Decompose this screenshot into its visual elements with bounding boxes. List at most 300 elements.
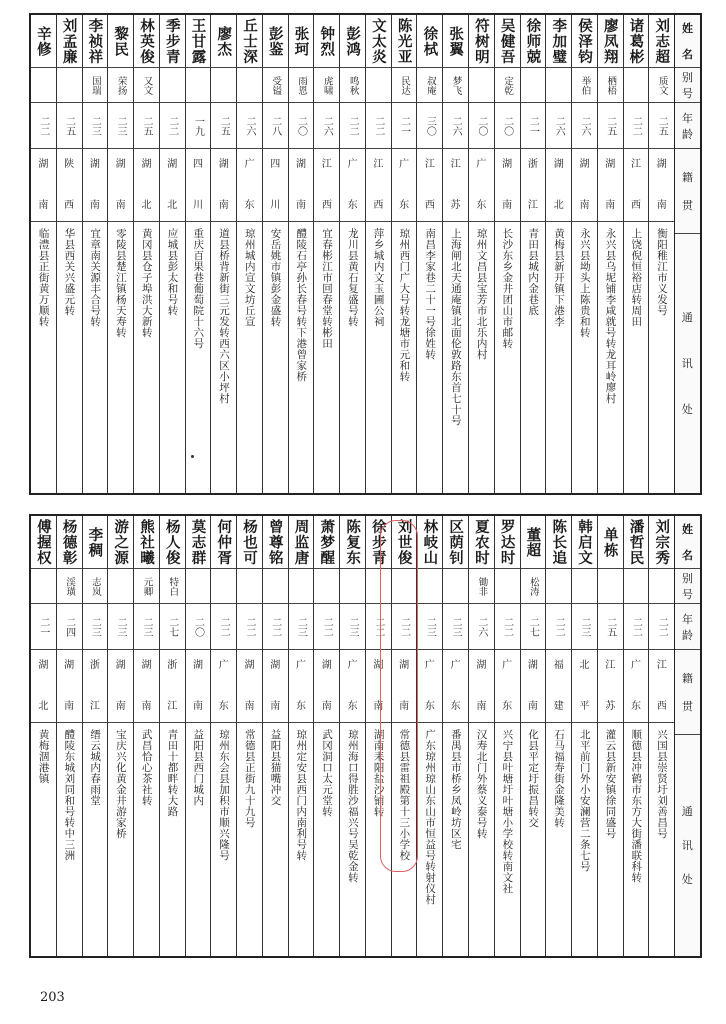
address-cell bbox=[469, 221, 494, 493]
native-province: 湖 bbox=[605, 159, 616, 170]
native-region: 南 bbox=[476, 701, 487, 712]
native-region: 南 bbox=[244, 701, 255, 712]
header-column bbox=[674, 15, 702, 493]
age-text: 二六 bbox=[244, 115, 255, 136]
native-cell bbox=[186, 148, 211, 221]
age-cell bbox=[31, 102, 56, 148]
age-cell bbox=[392, 102, 417, 148]
name-cell bbox=[469, 15, 494, 67]
address-text: 安岳姚市镇彭金盛转 bbox=[269, 228, 282, 327]
native-province: 湖 bbox=[38, 159, 49, 170]
record-column bbox=[442, 516, 468, 956]
address-text: 益阳县猫嘴冲交 bbox=[269, 729, 282, 806]
person-name: 钟烈 bbox=[318, 25, 336, 57]
address-text: 南昌李家巷二十一号徐姓转 bbox=[424, 228, 437, 360]
address-text: 兴国县崇贤圩刘善昌号 bbox=[656, 729, 668, 839]
person-name: 单栋 bbox=[601, 526, 619, 558]
record-column bbox=[571, 516, 597, 956]
header-alias-1: 别 bbox=[682, 71, 694, 84]
record-column bbox=[520, 15, 546, 493]
address-cell bbox=[598, 722, 623, 956]
person-name: 刘宗秀 bbox=[653, 518, 671, 566]
native-province: 湖 bbox=[476, 660, 487, 671]
address-cell bbox=[572, 722, 597, 956]
address-cell bbox=[598, 221, 623, 493]
native-cell bbox=[57, 148, 82, 221]
name-cell bbox=[366, 15, 391, 67]
address-text: 武冈洞口太元堂转 bbox=[321, 729, 334, 817]
native-province: 广 bbox=[296, 660, 307, 671]
alias-text: 荣扬 bbox=[115, 75, 127, 95]
address-text: 益阳县西门城内 bbox=[192, 729, 205, 806]
native-cell bbox=[83, 649, 108, 722]
native-region: 南 bbox=[192, 701, 203, 712]
native-province: 湖 bbox=[399, 660, 410, 671]
age-text: 二六 bbox=[578, 115, 590, 136]
age-text: 二二 bbox=[630, 115, 642, 136]
header-address-2: 讯 bbox=[681, 838, 694, 852]
address-cell bbox=[340, 722, 365, 956]
age-text: 二五 bbox=[656, 115, 668, 136]
alias-cell bbox=[392, 568, 417, 603]
age-cell bbox=[83, 102, 108, 148]
header-age-1: 年 bbox=[682, 612, 694, 626]
ink-dot bbox=[191, 455, 194, 458]
address-cell bbox=[289, 722, 314, 956]
alias-text: 受镒 bbox=[270, 75, 282, 95]
native-region: 南 bbox=[115, 701, 126, 712]
alias-text: 渓璜 bbox=[64, 576, 76, 596]
native-cell bbox=[366, 148, 391, 221]
record-column bbox=[648, 15, 674, 493]
address-cell bbox=[57, 722, 82, 956]
record-column bbox=[288, 516, 314, 956]
native-cell bbox=[237, 148, 262, 221]
address-text: 缙云城内春雨堂 bbox=[89, 729, 102, 806]
age-text: 二五 bbox=[604, 115, 616, 136]
native-cell bbox=[160, 649, 185, 722]
age-cell bbox=[417, 603, 442, 649]
native-cell bbox=[495, 148, 520, 221]
person-name: 李稠 bbox=[86, 526, 104, 558]
alias-cell bbox=[31, 67, 56, 102]
name-cell bbox=[314, 516, 339, 568]
record-column bbox=[391, 15, 417, 493]
age-text: 二三 bbox=[578, 616, 590, 637]
age-cell bbox=[649, 603, 674, 649]
header-native-2: 贯 bbox=[682, 199, 694, 212]
name-cell bbox=[211, 15, 236, 67]
name-cell bbox=[443, 15, 468, 67]
name-cell bbox=[366, 516, 391, 568]
record-column bbox=[185, 516, 211, 956]
address-text: 番禺县市桥乡凤岭坊区宅 bbox=[449, 729, 462, 850]
alias-text: 元卿 bbox=[141, 576, 153, 596]
native-region: 东 bbox=[424, 701, 435, 712]
address-text: 宜春彬江市回春堂转彬田 bbox=[321, 228, 334, 349]
person-name: 杨人俊 bbox=[163, 518, 181, 566]
name-cell bbox=[211, 516, 236, 568]
person-name: 夏农时 bbox=[472, 518, 490, 566]
alias-cell bbox=[495, 568, 520, 603]
age-cell bbox=[443, 102, 468, 148]
native-cell bbox=[314, 649, 339, 722]
record-column bbox=[597, 516, 623, 956]
native-province: 广 bbox=[244, 159, 255, 170]
address-cell bbox=[314, 221, 339, 493]
native-province: 陕 bbox=[64, 159, 75, 170]
address-cell bbox=[314, 722, 339, 956]
address-text: 黄梅县新开镇下港李 bbox=[552, 228, 565, 327]
header-column bbox=[674, 516, 702, 956]
native-cell bbox=[469, 649, 494, 722]
age-cell bbox=[186, 603, 211, 649]
alias-cell bbox=[160, 67, 185, 102]
record-column bbox=[545, 516, 571, 956]
person-name: 何仲胥 bbox=[215, 518, 233, 566]
address-text: 灌云县新安镇徐同盛号 bbox=[604, 729, 617, 839]
name-cell bbox=[417, 15, 442, 67]
address-cell bbox=[186, 722, 211, 956]
age-cell bbox=[289, 603, 314, 649]
native-province: 江 bbox=[656, 660, 667, 671]
address-cell bbox=[521, 221, 546, 493]
native-cell bbox=[624, 649, 649, 722]
alias-cell bbox=[211, 67, 236, 102]
name-cell bbox=[314, 15, 339, 67]
name-cell bbox=[624, 516, 649, 568]
native-region: 西 bbox=[64, 200, 75, 211]
address-cell bbox=[83, 722, 108, 956]
native-region: 南 bbox=[64, 701, 75, 712]
person-name: 王甘露 bbox=[189, 17, 207, 65]
alias-cell bbox=[31, 568, 56, 603]
age-text: 二一 bbox=[37, 616, 49, 637]
native-region: 苏 bbox=[605, 701, 616, 712]
age-text: 二二 bbox=[372, 115, 384, 136]
top-register-table bbox=[29, 13, 702, 495]
native-province: 湖 bbox=[141, 660, 152, 671]
alias-cell bbox=[211, 568, 236, 603]
alias-text: 雨恩 bbox=[296, 75, 308, 95]
native-province: 湖 bbox=[296, 159, 307, 170]
age-cell bbox=[211, 603, 236, 649]
native-province: 广 bbox=[399, 159, 410, 170]
address-cell bbox=[289, 221, 314, 493]
person-name: 辛修 bbox=[34, 25, 52, 57]
name-cell bbox=[598, 516, 623, 568]
age-text: 二二 bbox=[244, 616, 255, 637]
native-province: 广 bbox=[630, 660, 641, 671]
native-region: 南 bbox=[38, 200, 49, 211]
address-cell bbox=[649, 722, 674, 956]
age-cell bbox=[211, 102, 236, 148]
alias-cell bbox=[649, 568, 674, 603]
native-region: 川 bbox=[270, 200, 281, 211]
name-cell bbox=[598, 15, 623, 67]
alias-cell bbox=[83, 67, 108, 102]
alias-cell bbox=[443, 568, 468, 603]
address-cell bbox=[649, 221, 674, 493]
age-cell bbox=[57, 603, 82, 649]
header-native bbox=[675, 148, 700, 233]
native-region: 东 bbox=[296, 701, 307, 712]
record-column bbox=[159, 516, 185, 956]
address-cell bbox=[31, 221, 56, 493]
name-cell bbox=[160, 516, 185, 568]
person-name: 刘世俊 bbox=[395, 518, 413, 566]
native-province: 湖 bbox=[579, 159, 590, 170]
record-column bbox=[520, 516, 546, 956]
person-name: 熊社曦 bbox=[137, 518, 155, 566]
record-column bbox=[56, 15, 82, 493]
bottom-register-table bbox=[29, 514, 702, 958]
native-province: 江 bbox=[424, 159, 435, 170]
address-cell bbox=[160, 221, 185, 493]
native-region: 南 bbox=[141, 701, 152, 712]
alias-cell bbox=[417, 568, 442, 603]
native-cell bbox=[340, 148, 365, 221]
native-region: 南 bbox=[321, 701, 332, 712]
native-province: 湖 bbox=[192, 660, 203, 671]
native-cell bbox=[108, 148, 133, 221]
address-cell bbox=[366, 221, 391, 493]
age-text: 二三 bbox=[89, 115, 101, 136]
alias-cell bbox=[521, 67, 546, 102]
address-cell bbox=[495, 221, 520, 493]
person-name: 罗达时 bbox=[498, 518, 516, 566]
native-cell bbox=[289, 649, 314, 722]
age-text: 二二 bbox=[347, 115, 359, 136]
address-text: 琼州文昌县宝芳市北乐内村 bbox=[475, 228, 488, 360]
native-cell bbox=[366, 649, 391, 722]
age-text: 二三 bbox=[450, 616, 462, 637]
header-name-2: 名 bbox=[682, 549, 694, 562]
alias-text: 民达 bbox=[399, 75, 411, 95]
record-column bbox=[365, 516, 391, 956]
record-column bbox=[82, 516, 108, 956]
native-province: 湖 bbox=[64, 660, 75, 671]
age-cell bbox=[314, 603, 339, 649]
native-cell bbox=[417, 148, 442, 221]
address-text: 黄冈县仓子埠洪大新转 bbox=[140, 228, 153, 338]
record-column bbox=[313, 516, 339, 956]
address-text: 武昌恰心茶社转 bbox=[140, 729, 153, 806]
native-cell bbox=[340, 649, 365, 722]
native-province: 广 bbox=[502, 660, 513, 671]
native-province: 江 bbox=[630, 159, 641, 170]
native-region: 东 bbox=[450, 701, 461, 712]
record-column bbox=[468, 516, 494, 956]
alias-cell bbox=[598, 67, 623, 102]
native-province: 广 bbox=[424, 660, 435, 671]
age-text: 三〇 bbox=[424, 115, 436, 136]
address-cell bbox=[134, 221, 159, 493]
age-text: 二二 bbox=[656, 616, 668, 637]
alias-text: 举伯 bbox=[579, 75, 591, 95]
age-cell bbox=[57, 102, 82, 148]
alias-cell bbox=[108, 67, 133, 102]
address-text: 琼州东会县加积市顺兴隆号 bbox=[217, 729, 230, 861]
name-cell bbox=[443, 516, 468, 568]
alias-cell bbox=[134, 67, 159, 102]
alias-cell bbox=[546, 67, 571, 102]
name-cell bbox=[469, 516, 494, 568]
native-province: 浙 bbox=[527, 159, 538, 170]
native-region: 北 bbox=[167, 200, 178, 211]
address-text: 永兴县坳头上陈贵和转 bbox=[578, 228, 591, 338]
address-text: 化县平定圩振昌转交 bbox=[527, 729, 540, 828]
address-text: 琼州西门广大号转龙塘市元和转 bbox=[398, 228, 411, 382]
address-cell bbox=[546, 221, 571, 493]
native-region: 建 bbox=[553, 701, 564, 712]
header-age bbox=[675, 603, 700, 649]
name-cell bbox=[392, 15, 417, 67]
native-cell bbox=[649, 649, 674, 722]
name-cell bbox=[237, 15, 262, 67]
native-region: 东 bbox=[347, 200, 358, 211]
age-cell bbox=[31, 603, 56, 649]
header-address-3: 处 bbox=[681, 403, 694, 417]
native-region: 南 bbox=[605, 200, 616, 211]
alias-cell bbox=[83, 568, 108, 603]
age-cell bbox=[521, 603, 546, 649]
alias-cell bbox=[521, 568, 546, 603]
person-name: 丘士深 bbox=[241, 17, 258, 65]
address-text: 兴宁县叶塘圩叶塘小学校转南文社 bbox=[501, 729, 514, 894]
native-cell bbox=[263, 649, 288, 722]
native-region: 江 bbox=[89, 701, 100, 712]
native-province: 湖 bbox=[38, 660, 49, 671]
address-text: 汉寿北门外蔡义泰号转 bbox=[475, 729, 488, 839]
alias-text: 栖梧 bbox=[605, 75, 617, 95]
age-cell bbox=[495, 102, 520, 148]
age-cell bbox=[598, 102, 623, 148]
native-cell bbox=[443, 148, 468, 221]
address-cell bbox=[572, 221, 597, 493]
name-cell bbox=[237, 516, 262, 568]
header-name bbox=[675, 516, 700, 568]
native-province: 浙 bbox=[89, 660, 100, 671]
native-province: 湖 bbox=[167, 159, 178, 170]
header-native-1: 籍 bbox=[682, 672, 694, 685]
person-name: 杨也可 bbox=[241, 518, 258, 566]
age-text: 二八 bbox=[269, 115, 281, 136]
address-text: 广东琼州琼山东山市恒益号转射仪村 bbox=[424, 729, 437, 905]
record-column bbox=[133, 516, 159, 956]
record-column bbox=[468, 15, 494, 493]
address-cell bbox=[186, 221, 211, 493]
native-province: 湖 bbox=[321, 660, 332, 671]
address-cell bbox=[443, 221, 468, 493]
record-column bbox=[82, 15, 108, 493]
age-text: 二〇 bbox=[475, 115, 487, 136]
alias-text: 虎啸 bbox=[321, 75, 333, 95]
native-region: 江 bbox=[527, 200, 538, 211]
alias-cell bbox=[366, 67, 391, 102]
person-name: 陈光亚 bbox=[395, 17, 413, 65]
address-text: 醴陵东城刘同和号转中三洲 bbox=[63, 729, 76, 861]
age-cell bbox=[546, 603, 571, 649]
header-alias-2: 号 bbox=[682, 87, 694, 100]
native-cell bbox=[289, 148, 314, 221]
record-column bbox=[623, 15, 649, 493]
person-name: 徐师兢 bbox=[524, 17, 542, 65]
age-text: 二二 bbox=[630, 616, 642, 637]
native-province: 江 bbox=[373, 159, 384, 170]
name-cell bbox=[263, 15, 288, 67]
native-cell bbox=[624, 148, 649, 221]
native-region: 北 bbox=[141, 200, 152, 211]
alias-cell bbox=[160, 568, 185, 603]
person-name: 周监唐 bbox=[292, 518, 310, 566]
age-cell bbox=[263, 603, 288, 649]
native-province: 浙 bbox=[167, 660, 178, 671]
name-cell bbox=[521, 15, 546, 67]
native-cell bbox=[83, 148, 108, 221]
native-province: 四 bbox=[270, 159, 281, 170]
native-region: 东 bbox=[244, 200, 255, 211]
native-cell bbox=[417, 649, 442, 722]
person-name: 黎民 bbox=[112, 25, 130, 57]
native-cell bbox=[57, 649, 82, 722]
native-province: 广 bbox=[347, 660, 358, 671]
name-cell bbox=[521, 516, 546, 568]
alias-text: 松涛 bbox=[527, 576, 539, 596]
alias-text: 定乾 bbox=[502, 75, 514, 95]
age-cell bbox=[160, 603, 185, 649]
native-region: 南 bbox=[270, 701, 281, 712]
record-column bbox=[29, 516, 56, 956]
record-column bbox=[107, 516, 133, 956]
address-cell bbox=[495, 722, 520, 956]
person-name: 林英俊 bbox=[137, 17, 155, 65]
age-cell bbox=[521, 102, 546, 148]
address-text: 长沙东乡金井团山市邮转 bbox=[501, 228, 514, 349]
native-region: 南 bbox=[115, 200, 126, 211]
alias-cell bbox=[443, 67, 468, 102]
name-cell bbox=[83, 15, 108, 67]
native-cell bbox=[495, 649, 520, 722]
age-text: 二二 bbox=[37, 115, 49, 136]
age-text: 二六 bbox=[321, 115, 333, 136]
address-text: 上海闸北天通庵镇北面伦敦路东首七十号 bbox=[449, 228, 462, 426]
header-address bbox=[675, 233, 700, 493]
address-cell bbox=[134, 722, 159, 956]
age-text: 二四 bbox=[63, 616, 75, 637]
age-cell bbox=[366, 102, 391, 148]
age-text: 二一 bbox=[527, 115, 539, 136]
address-text: 常德县正街九十九号 bbox=[243, 729, 256, 828]
record-column bbox=[623, 516, 649, 956]
alias-cell bbox=[57, 568, 82, 603]
name-cell bbox=[108, 15, 133, 67]
record-column bbox=[597, 15, 623, 493]
age-cell bbox=[598, 603, 623, 649]
person-name: 廖杰 bbox=[215, 25, 233, 57]
person-name: 侯泽钧 bbox=[575, 17, 593, 65]
age-cell bbox=[289, 102, 314, 148]
native-region: 南 bbox=[502, 200, 513, 211]
age-text: 二二 bbox=[166, 115, 178, 136]
native-cell bbox=[134, 649, 159, 722]
native-province: 湖 bbox=[270, 660, 281, 671]
native-region: 东 bbox=[399, 200, 410, 211]
record-column bbox=[494, 516, 520, 956]
alias-cell bbox=[546, 568, 571, 603]
alias-text: 质文 bbox=[656, 75, 668, 95]
native-cell bbox=[134, 148, 159, 221]
